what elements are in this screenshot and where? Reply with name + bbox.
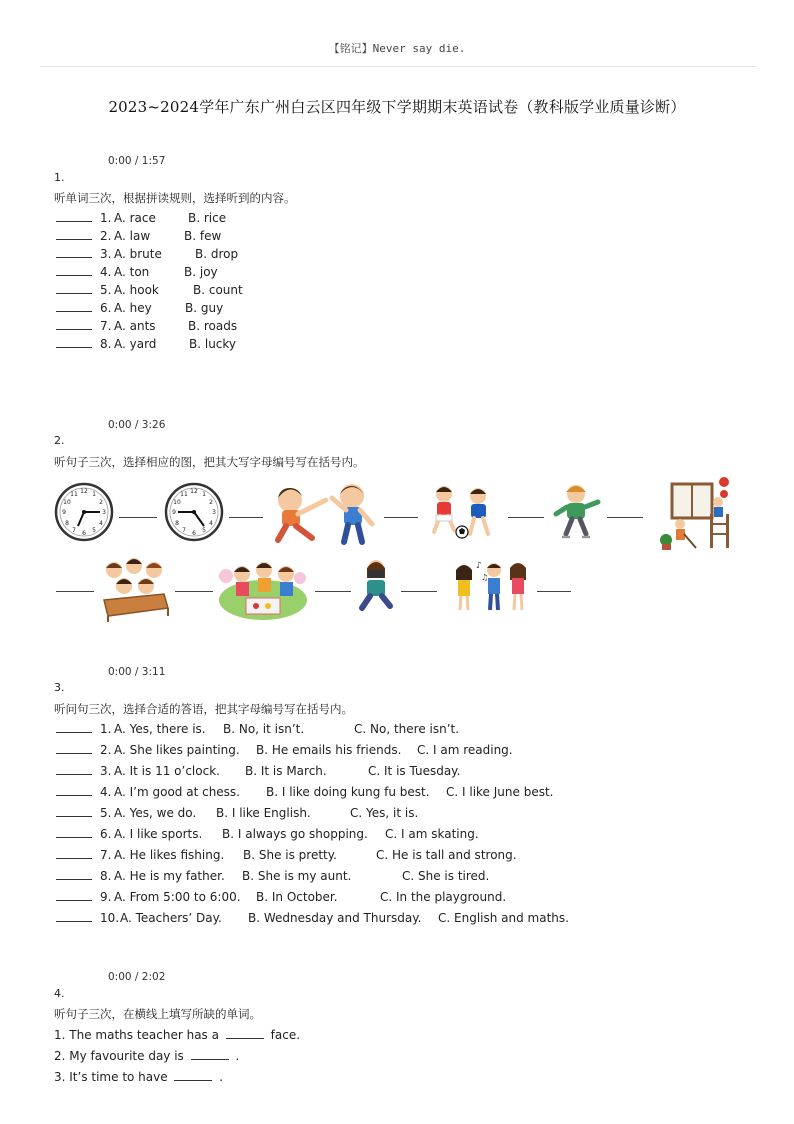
svg-text:6: 6 [192, 530, 196, 537]
svg-text:6: 6 [82, 530, 86, 537]
instruction-3: 听问句三次，选择合适的答语，把其字母编号写在括号内。 [54, 702, 353, 716]
answer-blank[interactable] [384, 517, 418, 518]
list-item: 8. A. He is my father. B. She is my aunt. C. She is tired. [56, 866, 569, 887]
students-in-classroom-picture [98, 556, 170, 622]
list-item: 3. A. brute B. drop [56, 245, 243, 263]
svg-text:1: 1 [92, 491, 96, 498]
audio-player-4[interactable]: 0:00 / 2:02 [108, 971, 166, 983]
svg-text:5: 5 [92, 527, 96, 534]
audio-player-2[interactable]: 0:00 / 3:26 [108, 419, 166, 431]
svg-text:1: 1 [202, 491, 206, 498]
kids-exercising-picture [268, 480, 380, 546]
instruction-4: 听句子三次，在横线上填写所缺的单词。 [54, 1007, 261, 1021]
answer-blank[interactable] [537, 591, 571, 592]
svg-text:2: 2 [99, 499, 103, 506]
answer-blank[interactable] [191, 1048, 229, 1060]
audio-player-3[interactable]: 0:00 / 3:11 [108, 666, 166, 678]
svg-text:5: 5 [202, 527, 206, 534]
list-item: 2. A. She likes painting. B. He emails his friends. C. I am reading. [56, 740, 569, 761]
instruction-1: 听单词三次，根据拼读规则，选择听到的内容。 [54, 191, 296, 205]
answer-blank[interactable] [56, 847, 92, 859]
list-item: 1. A. Yes, there is. B. No, it isn’t. C. No, there isn’t. [56, 719, 569, 740]
svg-text:9: 9 [62, 509, 66, 516]
list-item: 4. A. I’m good at chess. B. I like doing kung fu best. C. I like June best. [56, 782, 569, 803]
svg-text:3: 3 [212, 509, 216, 516]
svg-text:♪: ♪ [476, 561, 482, 571]
answer-blank[interactable] [315, 591, 351, 592]
list-item: 5. A. Yes, we do. B. I like English. C. Yes, it is. [56, 803, 569, 824]
svg-text:8: 8 [175, 520, 179, 527]
girl-taking-photo-picture [356, 558, 396, 614]
svg-text:4: 4 [209, 520, 213, 527]
answer-blank[interactable] [508, 517, 544, 518]
instruction-2: 听句子三次，选择相应的图，把其大写字母编号写在括号内。 [54, 455, 365, 469]
clock-icon [54, 482, 114, 542]
answer-blank[interactable] [56, 300, 92, 312]
answer-blank[interactable] [226, 1027, 264, 1039]
audio-player-1[interactable]: 0:00 / 1:57 [108, 155, 166, 167]
list-item: 7. A. ants B. roads [56, 317, 243, 335]
section-3-list [56, 719, 569, 929]
list-item: 6. A. I like sports. B. I always go shopping. C. I am skating. [56, 824, 569, 845]
answer-blank[interactable] [56, 826, 92, 838]
svg-text:7: 7 [72, 527, 76, 534]
section-1-list [56, 209, 243, 353]
answer-blank[interactable] [175, 591, 213, 592]
svg-text:10: 10 [63, 499, 71, 506]
answer-blank[interactable] [119, 517, 157, 518]
list-item: 5. A. hook B. count [56, 281, 243, 299]
svg-text:12: 12 [190, 488, 198, 495]
family-cleaning-picture [658, 474, 738, 552]
svg-text:2: 2 [209, 499, 213, 506]
kids-singing-picture [448, 558, 532, 614]
answer-blank[interactable] [56, 910, 92, 922]
question-number-4: 4. [54, 987, 65, 1000]
svg-text:3: 3 [102, 509, 106, 516]
svg-text:10: 10 [173, 499, 181, 506]
list-item: 1. A. race B. rice [56, 209, 243, 227]
svg-text:4: 4 [99, 520, 103, 527]
list-item: 10.A. Teachers’ Day. B. Wednesday and Thursday. C. English and maths. [56, 908, 569, 929]
svg-text:7: 7 [182, 527, 186, 534]
answer-blank[interactable] [56, 721, 92, 733]
list-item: 4. A. ton B. joy [56, 263, 243, 281]
answer-blank[interactable] [56, 889, 92, 901]
kids-playing-football-picture [426, 482, 502, 542]
answer-blank[interactable] [174, 1069, 212, 1081]
question-number-1: 1. [54, 171, 65, 184]
question-number-2: 2. [54, 434, 65, 447]
list-item: 8. A. yard B. lucky [56, 335, 243, 353]
answer-blank[interactable] [229, 517, 263, 518]
answer-blank[interactable] [56, 246, 92, 258]
header-motto: 【铭记】Never say die. [328, 42, 466, 55]
svg-text:8: 8 [65, 520, 69, 527]
header-divider [40, 66, 756, 67]
list-item: 3. It’s time to have . [54, 1070, 224, 1084]
answer-blank[interactable] [56, 591, 94, 592]
question-number-3: 3. [54, 681, 65, 694]
answer-blank[interactable] [56, 318, 92, 330]
svg-text:9: 9 [172, 509, 176, 516]
list-item: 2. A. law B. few [56, 227, 243, 245]
list-item: 1. The maths teacher has a face. [54, 1028, 301, 1042]
clock-icon [164, 482, 224, 542]
list-item: 3. A. It is 11 o’clock. B. It is March. C. It is Tuesday. [56, 761, 569, 782]
list-item: 2. My favourite day is . [54, 1049, 240, 1063]
list-item: 7. A. He likes fishing. B. She is pretty. C. He is tall and strong. [56, 845, 569, 866]
answer-blank[interactable] [56, 763, 92, 775]
kid-skating-picture [552, 480, 602, 544]
answer-blank[interactable] [56, 210, 92, 222]
svg-text:11: 11 [180, 491, 188, 498]
svg-text:11: 11 [70, 491, 78, 498]
section-4-list [54, 1025, 300, 1088]
answer-blank[interactable] [56, 742, 92, 754]
answer-blank[interactable] [56, 868, 92, 880]
kids-picnic-picture [218, 556, 308, 622]
answer-blank[interactable] [56, 282, 92, 294]
answer-blank[interactable] [607, 517, 643, 518]
list-item: 9. A. From 5:00 to 6:00. B. In October. C. In the playground. [56, 887, 569, 908]
answer-blank[interactable] [401, 591, 437, 592]
page-title: 2023~2024学年广东广州白云区四年级下学期期末英语试卷（教科版学业质量诊断） [108, 98, 686, 116]
answer-blank[interactable] [56, 228, 92, 240]
answer-blank[interactable] [56, 805, 92, 817]
svg-text:12: 12 [80, 488, 88, 495]
answer-blank[interactable] [56, 784, 92, 796]
svg-text:♫: ♫ [481, 573, 489, 582]
answer-blank[interactable] [56, 264, 92, 276]
answer-blank[interactable] [56, 336, 92, 348]
list-item: 6. A. hey B. guy [56, 299, 243, 317]
